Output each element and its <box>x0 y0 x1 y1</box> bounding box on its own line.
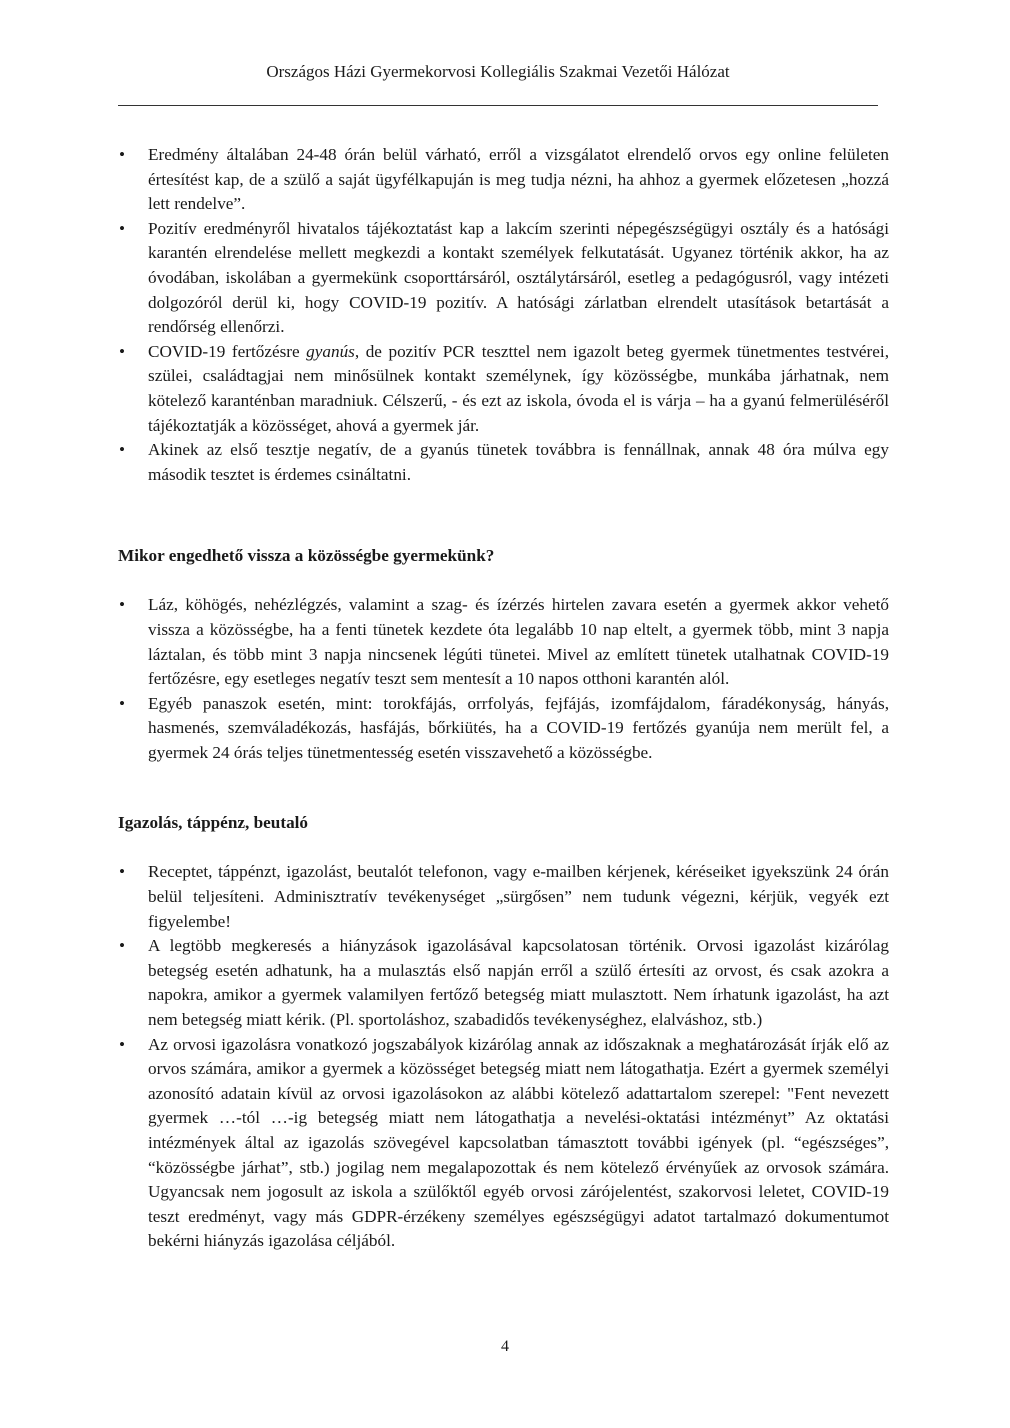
section2-list <box>118 593 889 765</box>
list-item: • Receptet, táppénzt, igazolást, beutalót telefonon, vagy e-mailben kérjenek, kéréseiket igyekszünk 24 órán belül teljesíteni. Adminisztratív tevékenységet „sürgősen” nem tudunk végezni, kérjük, vegyék ezt figyelembe! <box>118 860 889 934</box>
section1-list <box>118 143 889 487</box>
page-number: 4 <box>501 1338 509 1355</box>
list-item: • Eredmény általában 24-48 órán belül várható, erről a vizsgálatot elrendelő orvos egy online felületen értesítést kap, de a szülő a saját ügyfélkapuján is meg tudja nézni, ha ahhoz a gyermek előzetesen „hozzá lett rendelve”. <box>118 143 889 217</box>
list-item: • Az orvosi igazolásra vonatkozó jogszabályok kizárólag annak az időszaknak a meghatározását írják elő az orvos számára, amikor a gyermek a közösséget betegség miatt nem látogathatja. Ezért a gyermek személyi azonosító adatain kívül az orvosi igazolásokon az alábbi kötelező adattartalom szerepel: "Fent nevezett gyermek …-tól …-ig betegség miatt nem látogathatja a nevelési-oktatási intézményt” Az oktatási intézmények által az igazolás szövegével kapcsolatban támasztott további igények (pl. “egészséges”, “közösségbe járhat”, stb.) jogilag nem megalapozottak és nem kötelező érvényűek az orvosok számára. Ugyancsak nem jogosult az iskola a szülőktől egyéb orvosi zárójelentést, szakorvosi leletet, COVID-19 teszt eredményt, vagy más GDPR-érzékeny személyes egészségügyi adatot tartalmazó dokumentumot bekérni hiányzás igazolása céljából. <box>118 1033 889 1254</box>
section-heading-return: Mikor engedhető vissza a közösségbe gyermekünk? <box>118 546 495 566</box>
list-item-text: , de pozitív PCR teszttel nem igazolt beteg gyermek tünetmentes testvérei, szülei, családtagjai nem minősülnek kontakt személynek, így közösségbe, munkába járhatnak, nem kötelező karanténban maradniuk. Célszerű, - és ezt az iskola, óvoda el is várja – ha a gyanú felmerüléséről tájékoztatják a közösséget, ahová a gyermek jár. <box>148 341 889 435</box>
section-heading-certificates: Igazolás, táppénz, beutaló <box>118 813 309 833</box>
list-item: • Akinek az első tesztje negatív, de a gyanús tünetek továbbra is fennállnak, annak 48 óra múlva egy második tesztet is érdemes csináltatni. <box>118 438 889 487</box>
header-divider <box>118 105 878 106</box>
list-item-text: COVID-19 fertőzésre <box>148 341 307 361</box>
page-header: Országos Házi Gyermekorvosi Kollegiális Szakmai Vezetői Hálózat <box>266 62 730 81</box>
section3-list <box>118 860 889 1254</box>
list-item: • Egyéb panaszok esetén, mint: torokfájás, orrfolyás, fejfájás, izomfájdalom, fáradékonyság, hányás, hasmenés, szemváladékozás, hasfájás, bőrkiütés, ha a COVID-19 fertőzés gyanúja nem merült fel, a gyermek 24 órás teljes tünetmentesség esetén visszavehető a közösségbe. <box>118 692 889 766</box>
emphasis-text: gyanús <box>306 341 355 361</box>
list-item <box>118 340 889 438</box>
document-body <box>118 143 889 1254</box>
list-item: • A legtöbb megkeresés a hiányzások igazolásával kapcsolatosan történik. Orvosi igazolást kizárólag betegség esetén adhatunk, ha a mulasztás első napján erről a szülő értesíti az orvost, és csak azokra a napokra, amikor a gyermek valamilyen fertőző betegség miatt mulasztott. Nem írhatunk igazolást, ha azt nem betegség miatt kérik. (Pl. sportoláshoz, szabadidős tevékenységhez, elalváshoz, stb.) <box>118 934 889 1032</box>
list-item: • Pozitív eredményről hivatalos tájékoztatást kap a lakcím szerinti népegészségügyi osztály és a hatósági karantén elrendelése mellett megkezdi a kontakt személyek felkutatását. Ugyanez történik akkor, ha az óvodában, iskolában a gyermekünk csoporttársáról, osztálytársáról, esetleg a pedagógusról, vagy intézeti dolgozóról derül ki, hogy COVID-19 pozitív. A hatósági zárlatban elrendelt utasítások betartását a rendőrség ellenőrzi. <box>118 217 889 340</box>
list-item: • Láz, köhögés, nehézlégzés, valamint a szag- és ízérzés hirtelen zavara esetén a gyermek akkor vehető vissza a közösségbe, ha a fenti tünetek kezdete óta legalább 10 nap eltelt, a gyermek több, mint 3 napja láztalan, és több mint 3 napja nincsenek légúti tünetei. Mivel az említett tünetek utalhatnak COVID-19 fertőzésre, egy esetleges negatív teszt sem mentesít a 10 napos otthoni karantén alól. <box>118 593 889 691</box>
